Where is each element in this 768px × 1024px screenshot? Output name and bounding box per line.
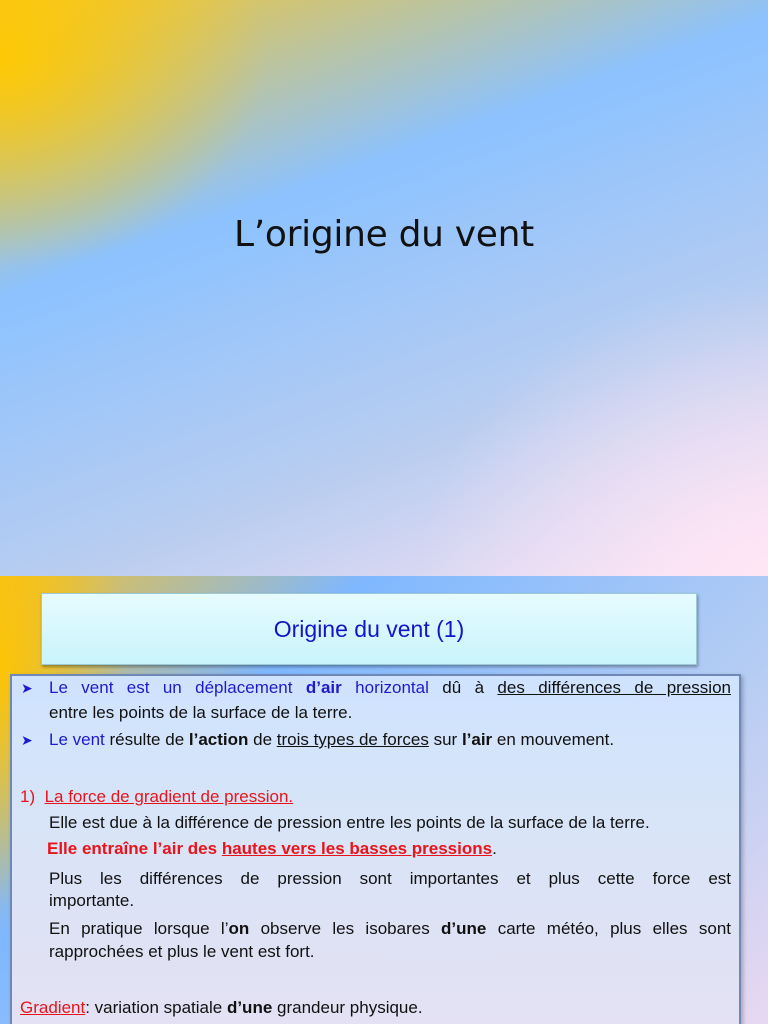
bullet-2-text-6: sur <box>428 730 462 749</box>
section-1-line-4: importante. <box>49 891 135 910</box>
section-1-line-6: rapprochées et plus le vent est fort. <box>49 942 315 961</box>
bullet-1-line-1 <box>49 676 731 700</box>
bullet-1-text-1: Le vent est un déplacement <box>49 678 293 697</box>
definition-text-1: : variation spatiale <box>85 998 227 1017</box>
section-1-line-5-text-5: carte météo, plus elles sont <box>497 919 731 938</box>
slide-title: L’origine du vent <box>234 214 534 255</box>
section-1-line-5-text-3: observe les isobares <box>260 919 442 938</box>
bullet-1-text-4: dû à <box>442 678 485 697</box>
slide-heading-box <box>41 593 697 665</box>
section-1-line-1: Elle est due à la différence de pression entre les points de la surface de la terre. <box>49 813 650 832</box>
bullet-2-text-5: trois types de forces <box>276 730 429 749</box>
slide-heading: Origine du vent (1) <box>273 616 465 642</box>
definition-line <box>20 996 423 1020</box>
section-1-number: 1) <box>20 787 36 806</box>
content-box <box>10 674 741 1024</box>
section-1-heading: La force de gradient de pression. <box>44 787 294 806</box>
bullet-2-line <box>49 728 614 752</box>
arrow-bullet-icon: ➤ <box>21 680 33 696</box>
arrow-bullet-icon: ➤ <box>21 732 33 748</box>
section-1-line-5 <box>49 917 731 941</box>
section-1-line-2-text-2: hautes vers les basses pressions <box>221 839 493 858</box>
section-1-line-2-text-1: Elle entraîne l’air des <box>47 839 222 858</box>
bullet-1-text-5: des différences de pression <box>497 678 731 697</box>
definition-text-3: grandeur physique. <box>272 998 423 1017</box>
definition-text-2: d’une <box>226 998 273 1017</box>
bullet-2-text-3: l’action <box>188 730 249 749</box>
bullet-2-text-1: Le vent <box>49 730 105 749</box>
section-1-line-2 <box>47 837 497 861</box>
section-1-line-5-text-4: d’une <box>441 919 487 938</box>
definition-term: Gradient <box>20 998 86 1017</box>
section-1-heading-line <box>20 785 293 809</box>
bullet-2-text-8: en mouvement. <box>492 730 615 749</box>
bullet-2-text-4: de <box>248 730 277 749</box>
bullet-1-text-3: horizontal <box>355 678 429 697</box>
section-1-line-5-text-1: En pratique lorsque l’ <box>49 919 229 938</box>
content-slide <box>0 576 768 1024</box>
bullet-2-text-7: l’air <box>461 730 493 749</box>
bullet-1-line-2: entre les points de la surface de la terre. <box>49 703 353 722</box>
section-1-line-3: Plus les différences de pression sont importantes et plus cette force est <box>49 869 731 888</box>
bullet-2-text-2: résulte de <box>104 730 189 749</box>
section-1-line-2-text-3: . <box>492 839 497 858</box>
section-1-line-5-text-2: on <box>228 919 250 938</box>
bullet-1-text-2: d’air <box>305 678 342 697</box>
